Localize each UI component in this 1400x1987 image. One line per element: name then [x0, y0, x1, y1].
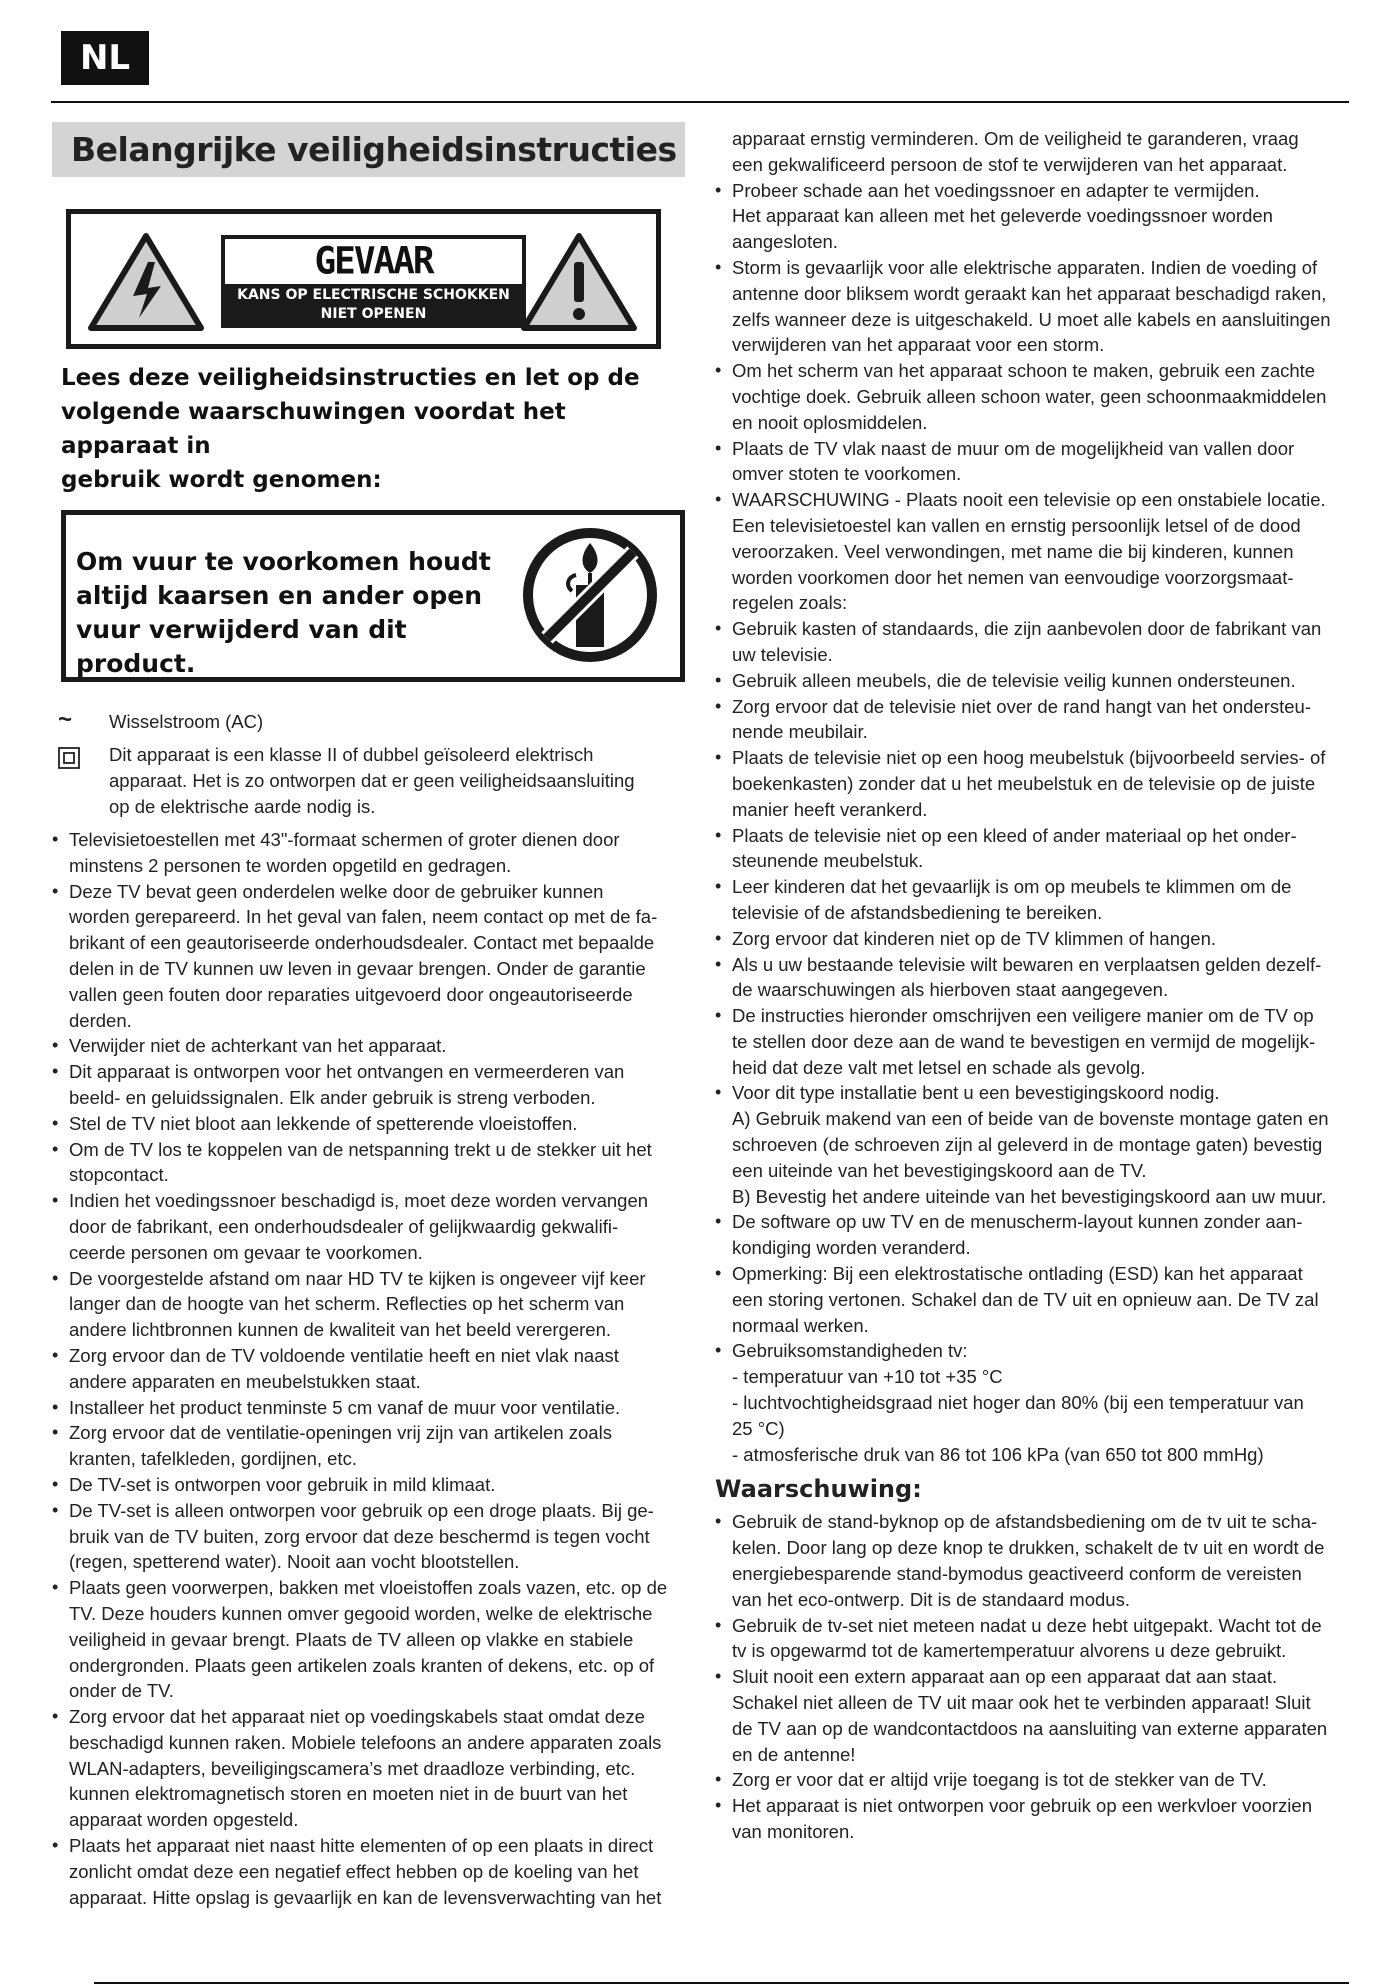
- text-line: nende meubilair.: [732, 721, 868, 743]
- text-line: • Gebruik kasten of standaards, die zijn aanbevolen door de fabrikant van: [732, 618, 1322, 640]
- text-line: vallen geen fouten door reparaties uitgevoerd door ongeautoriseerde: [69, 983, 633, 1005]
- left-column: [52, 122, 685, 1910]
- right-column: [715, 126, 1349, 1845]
- text-line: een uiteinde van het bevestigingskoord aan de TV.: [732, 1159, 1147, 1181]
- lightning-warning-icon: [87, 232, 205, 332]
- ac-symbol-row: [52, 706, 685, 735]
- list-item: [715, 358, 1349, 435]
- text-line: kelen. Door lang op deze knop te drukken, schakelt de tv uit en wordt de: [732, 1537, 1325, 1559]
- text-line: • Indien het voedingssnoer beschadigd is, moet deze worden vervangen: [69, 1190, 649, 1212]
- text-line: brikant of een geautoriseerde onderhoudsdealer. Contact met bepaalde: [69, 932, 655, 954]
- list-item: [715, 745, 1349, 822]
- text-line: energiebesparende stand-bymodus geactiveerd conform de vereisten: [732, 1563, 1302, 1585]
- text-line: • Deze TV bevat geen onderdelen welke door de gebruiker kunnen: [69, 880, 604, 902]
- text-line: Het apparaat kan alleen met het geleverde voedingssnoer worden: [732, 205, 1273, 227]
- text-line: delen in de TV kunnen uw leven in gevaar brengen. Onder de garantie: [69, 957, 646, 979]
- language-badge: NL: [61, 31, 149, 85]
- text-line: • Zorg ervoor dat de ventilatie-openingen vrij zijn van artikelen zoals: [69, 1422, 612, 1444]
- text-line: • Leer kinderen dat het gevaarlijk is om op meubels te klimmen om de: [732, 876, 1292, 898]
- text-line: 25 °C): [732, 1417, 785, 1439]
- text-line: • Als u uw bestaande televisie wilt bewaren en verplaatsen gelden dezelf-: [732, 953, 1322, 975]
- text-line: apparaat. Hitte opslag is gevaarlijk en kan de levensverwachting van het: [69, 1886, 662, 1908]
- text-line: • WAARSCHUWING - Plaats nooit een televisie op een onstabiele locatie.: [732, 489, 1326, 511]
- text-line: kranten, tafelkleden, gordijnen, etc.: [69, 1448, 357, 1470]
- text-line: de TV aan op de wandcontactdoos na aansluiting van externe apparaten: [732, 1717, 1328, 1739]
- text-line: apparaat worden opgesteld.: [69, 1809, 299, 1831]
- text-line: antenne door bliksem wordt geraakt kan het apparaat beschadigd raken,: [732, 282, 1327, 304]
- intro-line: gebruik wordt genomen:: [61, 467, 382, 493]
- list-item: [52, 1420, 685, 1472]
- list-item: [52, 827, 685, 879]
- candle-line: Om vuur te voorkomen houdt: [76, 547, 491, 576]
- text-line: apparaat ernstig verminderen. Om de veiligheid te garanderen, vraag: [732, 128, 1299, 149]
- intro-text: [61, 361, 681, 497]
- class2-line: op de elektrische aarde nodig is.: [109, 796, 376, 817]
- text-line: en de antenne!: [732, 1743, 856, 1765]
- text-line: aangesloten.: [732, 231, 838, 253]
- candle-warning-box: [61, 510, 685, 682]
- list-item: [715, 255, 1349, 358]
- text-line: • Opmerking: Bij een elektrostatische ontlading (ESD) kan het apparaat: [732, 1263, 1303, 1285]
- text-line: TV. Deze houders kunnen omver gegooid worden, welke de elektrische: [69, 1602, 653, 1624]
- list-item: [715, 874, 1349, 926]
- text-line: heid dat deze valt met letsel en schade als gevolg.: [732, 1056, 1146, 1078]
- text-line: uw televisie.: [732, 643, 833, 665]
- text-line: ceerde personen om gevaar te voorkomen.: [69, 1241, 423, 1263]
- text-line: normaal werken.: [732, 1314, 869, 1336]
- text-line: • Het apparaat is niet ontworpen voor gebruik op een werkvloer voorzien: [732, 1795, 1312, 1817]
- text-line: • Plaats het apparaat niet naast hitte elementen of op een plaats in direct: [69, 1835, 654, 1857]
- text-line: • Stel de TV niet bloot aan lekkende of spetterende vloeistoffen.: [69, 1112, 578, 1134]
- ac-symbol-label: Wisselstroom (AC): [109, 711, 264, 732]
- list-item: [52, 1498, 685, 1575]
- list-item: [715, 1793, 1349, 1845]
- text-line: te stellen door deze aan de wand te bevestigen en vermijd de mogelijk-: [732, 1030, 1316, 1052]
- text-line: • Om het scherm van het apparaat schoon te maken, gebruik een zachte: [732, 360, 1316, 382]
- list-item: [715, 694, 1349, 746]
- text-line: • Dit apparaat is ontworpen voor het ontvangen en vermeerderen van: [69, 1061, 625, 1083]
- text-line: en nooit oplosmiddelen.: [732, 411, 928, 433]
- text-line: B) Bevestig het andere uiteinde van het bevestigingskoord aan uw muur.: [732, 1185, 1327, 1207]
- intro-line: volgende waarschuwingen voordat het apparaat in: [61, 399, 566, 459]
- top-divider: [51, 101, 1349, 103]
- text-line: bruik van de TV buiten, zorg ervoor dat deze beschermd is tegen vocht: [69, 1525, 650, 1547]
- candle-warning-text: [76, 545, 526, 681]
- text-line: tv is opgewarmd tot de kamertemperatuur alvorens u deze gebruikt.: [732, 1640, 1287, 1662]
- text-line: schroeven (de schroeven zijn al geleverd in de montage gaten) bevestig: [732, 1134, 1323, 1156]
- text-line: • Plaats de televisie niet op een kleed of ander materiaal op het onder-: [732, 824, 1297, 846]
- text-line: langer dan de hoogte van het scherm. Reflecties op het scherm van: [69, 1293, 625, 1315]
- symbol-legend: [52, 706, 685, 820]
- text-line: • Gebruik de stand-byknop op de afstandsbediening om de tv uit te scha-: [732, 1511, 1318, 1533]
- danger-title: GEVAAR: [314, 239, 433, 284]
- text-line: kondiging worden veranderd.: [732, 1237, 971, 1259]
- text-line: worden voorkomen door het nemen van eenvoudige voorzorgsmaat-: [732, 566, 1294, 588]
- text-line: andere lichtbronnen kunnen de kwaliteit van het beeld verergeren.: [69, 1319, 612, 1341]
- text-line: • Sluit nooit een extern apparaat aan op een apparaat dat aan staat.: [732, 1666, 1278, 1688]
- text-line: zonlicht omdat deze een negatief effect hebben op de koeling van het: [69, 1860, 639, 1882]
- text-line: • Installeer het product tenminste 5 cm vanaf de muur voor ventilatie.: [69, 1396, 621, 1418]
- list-item: [52, 1266, 685, 1343]
- class2-line: Dit apparaat is een klasse II of dubbel geïsoleerd elektrisch: [109, 744, 594, 765]
- list-item: [715, 1767, 1349, 1793]
- candle-line: vuur verwijderd van dit product.: [76, 615, 407, 678]
- text-line: • Zorg ervoor dat de televisie niet over de rand hangt van het ondersteu-: [732, 695, 1311, 717]
- text-line: • De TV-set is alleen ontworpen voor gebruik op een droge plaats. Bij ge-: [69, 1499, 654, 1521]
- text-line: de waarschuwingen als hierboven staat aangegeven.: [732, 979, 1169, 1001]
- text-line: - luchtvochtigheidsgraad niet hoger dan 80% (bij een temperatuur van: [732, 1392, 1304, 1414]
- list-item: [52, 1059, 685, 1111]
- text-line: Een televisietoestel kan vallen en ernstig persoonlijk letsel of de dood: [732, 514, 1301, 536]
- text-line: - atmosferische druk van 86 tot 106 kPa (van 650 tot 800 mmHg): [732, 1443, 1264, 1465]
- list-item: [715, 616, 1349, 668]
- text-line: boekenkasten) zonder dat u het meubelstuk en de televisie op de juiste: [732, 772, 1316, 794]
- list-item: [715, 487, 1349, 616]
- danger-panel: [221, 235, 526, 328]
- list-item: [715, 1209, 1349, 1261]
- list-item: [52, 1395, 685, 1421]
- text-line: veroorzaken. Veel verwondingen, met name die bij kinderen, kunnen: [732, 540, 1294, 562]
- list-item: [715, 1664, 1349, 1767]
- text-line: • Zorg ervoor dat kinderen niet op de TV klimmen of hangen.: [732, 927, 1217, 949]
- list-item: [52, 1575, 685, 1704]
- text-line: regelen zoals:: [732, 592, 848, 614]
- list-item: [52, 1704, 685, 1833]
- text-line: • De voorgestelde afstand om naar HD TV te kijken is ongeveer vijf keer: [69, 1267, 646, 1289]
- text-line: • Storm is gevaarlijk voor alle elektrische apparaten. Indien de voeding of: [732, 256, 1318, 278]
- list-item: [52, 1137, 685, 1189]
- text-line: omver stoten te voorkomen.: [732, 463, 962, 485]
- list-item: [52, 1111, 685, 1137]
- text-line: televisie of de afstandsbediening te bereiken.: [732, 901, 1103, 923]
- text-line: beschadigd kunnen raken. Mobiele telefoons an andere apparaten zoals: [69, 1731, 662, 1753]
- list-item: [715, 1261, 1349, 1338]
- text-line: • Gebruiksomstandigheden tv:: [732, 1340, 968, 1362]
- list-item: [715, 436, 1349, 488]
- list-item: [715, 1338, 1349, 1467]
- candle-line: altijd kaarsen en ander open: [76, 581, 482, 610]
- list-item: [715, 1080, 1349, 1209]
- warning-heading: Waarschuwing:: [715, 1475, 922, 1504]
- text-line: A) Gebruik makend van een of beide van de bovenste montage gaten en: [732, 1108, 1329, 1130]
- text-line: minstens 2 personen te worden opgetild en gedragen.: [69, 854, 512, 876]
- list-item: [52, 1033, 685, 1059]
- tilde-icon: ~: [58, 706, 73, 733]
- text-line: • Plaats de televisie niet op een hoog meubelstuk (bijvoorbeeld servies- of: [732, 747, 1326, 769]
- warning-bullet-list: [715, 1509, 1349, 1844]
- left-bullet-list: [52, 827, 685, 1910]
- text-line: • Zorg ervoor dat het apparaat niet op voedingskabels staat omdat deze: [69, 1706, 645, 1728]
- list-item-continued: [715, 126, 1349, 178]
- text-line: een gekwalificeerd persoon de stof te verwijderen van het apparaat.: [732, 153, 1288, 175]
- text-line: • De TV-set is ontworpen voor gebruik in mild klimaat.: [69, 1473, 496, 1495]
- text-line: worden gerepareerd. In het geval van falen, neem contact op met de fa-: [69, 906, 658, 928]
- list-item: [715, 823, 1349, 875]
- text-line: veiligheid in gevaar brengt. Plaats de TV alleen op vlakke en stabiele: [69, 1628, 634, 1650]
- text-line: stopcontact.: [69, 1164, 169, 1186]
- text-line: steunende meubelstuk.: [732, 850, 924, 872]
- list-item: [52, 1343, 685, 1395]
- danger-subtitle: [225, 284, 522, 324]
- text-line: andere apparaten en meubelstukken staat.: [69, 1370, 421, 1392]
- text-line: • Plaats de TV vlak naast de muur om de mogelijkheid van vallen door: [732, 437, 1295, 459]
- double-square-icon: [58, 747, 80, 769]
- no-open-flame-icon: [520, 525, 660, 665]
- text-line: derden.: [69, 1009, 132, 1031]
- text-line: ondergronden. Plaats geen artikelen zoals kranten of dekens, etc. op of: [69, 1654, 655, 1676]
- text-line: zelfs wanneer deze is uitgeschakeld. U moet alle kabels en aansluitingen: [732, 308, 1331, 330]
- intro-line: Lees deze veiligheidsinstructies en let op de: [61, 365, 640, 391]
- list-item: [715, 1613, 1349, 1665]
- text-line: van monitoren.: [732, 1821, 855, 1842]
- text-line: Schakel niet alleen de TV uit maar ook het te verbinden apparaat! Sluit: [732, 1692, 1311, 1714]
- list-item: [715, 668, 1349, 694]
- text-line: • Televisietoestellen met 43"-formaat schermen of groter dienen door: [69, 829, 620, 850]
- text-line: • De software op uw TV en de menuscherm-layout kunnen zonder aan-: [732, 1211, 1303, 1233]
- text-line: • Om de TV los te koppelen van de netspanning trekt u de stekker uit het: [69, 1138, 652, 1160]
- text-line: manier heeft verankerd.: [732, 798, 928, 820]
- list-item: [52, 1188, 685, 1265]
- text-line: • Probeer schade aan het voedingssnoer en adapter te vermijden.: [732, 179, 1260, 201]
- text-line: • Voor dit type installatie bent u een bevestigingskoord nodig.: [732, 1082, 1220, 1104]
- text-line: • Zorg er voor dat er altijd vrije toegang is tot de stekker van de TV.: [732, 1769, 1267, 1791]
- class2-symbol-row: [52, 742, 685, 820]
- text-line: vochtige doek. Gebruik alleen schoon water, geen schoonmaakmiddelen: [732, 385, 1327, 407]
- text-line: • Verwijder niet de achterkant van het apparaat.: [69, 1035, 447, 1057]
- text-line: - temperatuur van +10 tot +35 °C: [732, 1366, 1003, 1388]
- class2-line: apparaat. Het is zo ontworpen dat er geen veiligheidsaansluiting: [109, 770, 635, 791]
- exclamation-warning-icon: [520, 232, 638, 332]
- list-item: [715, 1509, 1349, 1612]
- text-line: • De instructies hieronder omschrijven een veiligere manier om de TV op: [732, 1005, 1314, 1027]
- text-line: onder de TV.: [69, 1680, 174, 1702]
- text-line: beeld- en geluidssignalen. Elk ander gebruik is streng verboden.: [69, 1086, 596, 1108]
- text-line: door de fabrikant, een onderhoudsdealer of gelijkwaardig gekwalifi-: [69, 1215, 619, 1237]
- list-item: [715, 178, 1349, 255]
- text-line: kunnen elektromagnetisch storen en moeten niet in de buurt van het: [69, 1783, 628, 1805]
- danger-label: [66, 209, 661, 349]
- page-title: Belangrijke veiligheidsinstructies: [52, 122, 685, 177]
- danger-subtitle-line-2: NIET OPENEN: [320, 306, 427, 322]
- bottom-divider: [94, 1982, 1349, 1984]
- list-item: [715, 952, 1349, 1004]
- text-line: een storing vertonen. Schakel dan de TV uit en opnieuw aan. De TV zal: [732, 1288, 1319, 1310]
- text-line: WLAN-adapters, beveiligingscamera’s met draadloze verbinding, etc.: [69, 1757, 636, 1779]
- text-line: • Plaats geen voorwerpen, bakken met vloeistoffen zoals vazen, etc. op de: [69, 1577, 668, 1599]
- list-item: [52, 1472, 685, 1498]
- text-line: van het eco-ontwerp. Dit is de standaard modus.: [732, 1588, 1130, 1610]
- text-line: • Gebruik de tv-set niet meteen nadat u deze hebt uitgepakt. Wacht tot de: [732, 1614, 1322, 1636]
- text-line: • Gebruik alleen meubels, die de televisie veilig kunnen ondersteunen.: [732, 669, 1296, 691]
- list-item: [52, 879, 685, 1034]
- list-item: [715, 1003, 1349, 1080]
- text-line: • Zorg ervoor dan de TV voldoende ventilatie heeft en niet vlak naast: [69, 1344, 619, 1366]
- danger-subtitle-line-1: KANS OP ELECTRISCHE SCHOKKEN: [237, 287, 510, 303]
- list-item: [52, 1833, 685, 1910]
- right-bullet-list: [715, 126, 1349, 1467]
- text-line: (regen, spetterend water). Nooit aan vocht blootstellen.: [69, 1551, 520, 1573]
- list-item: [715, 926, 1349, 952]
- text-line: verwijderen van het apparaat voor een storm.: [732, 334, 1105, 356]
